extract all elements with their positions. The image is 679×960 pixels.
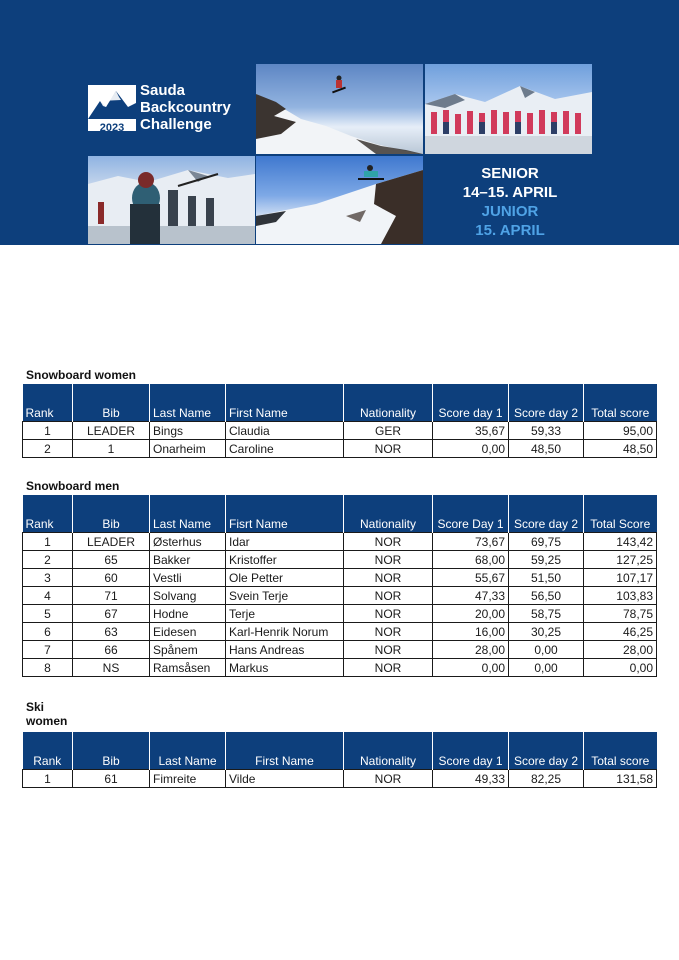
section-title-line-2: women	[26, 714, 68, 728]
cell-first-name: Terje	[226, 605, 344, 623]
cell-rank: 2	[23, 551, 73, 569]
cell-score-day-1: 0,00	[433, 440, 509, 458]
photo-photographers	[88, 156, 255, 244]
cell-last-name: Fimreite	[150, 770, 226, 788]
logo-line-2: Backcountry	[140, 99, 231, 116]
cell-rank: 4	[23, 587, 73, 605]
header-first-name: First Name	[226, 384, 344, 422]
table-row	[23, 533, 657, 551]
header-nationality: Nationality	[344, 384, 433, 422]
cell-first-name: Kristoffer	[226, 551, 344, 569]
photo-ski-rider	[256, 156, 423, 244]
cell-score-day-2: 48,50	[509, 440, 584, 458]
cell-score-day-1: 49,33	[433, 770, 509, 788]
cell-bib: 63	[73, 623, 150, 641]
cell-first-name: Hans Andreas	[226, 641, 344, 659]
cell-last-name: Hodne	[150, 605, 226, 623]
logo-line-3: Challenge	[140, 116, 212, 133]
cell-nationality: NOR	[344, 659, 433, 677]
header-bib: Bib	[73, 732, 150, 770]
cell-score-day-2: 82,25	[509, 770, 584, 788]
cell-nationality: NOR	[344, 551, 433, 569]
cell-nationality: NOR	[344, 770, 433, 788]
cell-total-score: 143,42	[584, 533, 657, 551]
header-score-day-2: Score day 2	[509, 732, 584, 770]
cell-nationality: NOR	[344, 605, 433, 623]
cell-score-day-1: 28,00	[433, 641, 509, 659]
cell-rank: 6	[23, 623, 73, 641]
header-total-score: Total Score	[584, 495, 657, 533]
cell-nationality: NOR	[344, 587, 433, 605]
cell-last-name: Spånem	[150, 641, 226, 659]
results-table-snowboard-women	[22, 384, 657, 458]
cell-score-day-1: 35,67	[433, 422, 509, 440]
cell-total-score: 28,00	[584, 641, 657, 659]
cell-last-name: Ramsåsen	[150, 659, 226, 677]
header-last-name: Last Name	[150, 495, 226, 533]
event-dates	[440, 164, 580, 240]
header-rank: Rank	[23, 732, 73, 770]
section-title-ski-women	[26, 700, 67, 728]
cell-first-name: Caroline	[226, 440, 344, 458]
table-row	[23, 551, 657, 569]
senior-label: SENIOR	[481, 165, 539, 182]
cell-score-day-1: 47,33	[433, 587, 509, 605]
cell-total-score: 103,83	[584, 587, 657, 605]
cell-last-name: Bings	[150, 422, 226, 440]
cell-rank: 3	[23, 569, 73, 587]
cell-bib: 65	[73, 551, 150, 569]
cell-nationality: NOR	[344, 533, 433, 551]
header-score-day-2: Score day 2	[509, 384, 584, 422]
cell-total-score: 46,25	[584, 623, 657, 641]
header-bib: Bib	[73, 384, 150, 422]
cell-score-day-2: 59,33	[509, 422, 584, 440]
cell-bib: 1	[73, 440, 150, 458]
cell-rank: 1	[23, 770, 73, 788]
cell-bib: NS	[73, 659, 150, 677]
cell-bib: 60	[73, 569, 150, 587]
cell-score-day-1: 20,00	[433, 605, 509, 623]
cell-first-name: Karl-Henrik Norum	[226, 623, 344, 641]
cell-total-score: 127,25	[584, 551, 657, 569]
table-row	[23, 659, 657, 677]
section-title-snowboard-men: Snowboard men	[26, 479, 120, 493]
table-row	[23, 422, 657, 440]
cell-total-score: 78,75	[584, 605, 657, 623]
cell-nationality: GER	[344, 422, 433, 440]
results-table-ski-women	[22, 732, 657, 788]
photo-group-skiers	[425, 64, 592, 154]
cell-total-score: 107,17	[584, 569, 657, 587]
section-title-line-1: Ski	[26, 700, 45, 714]
cell-rank: 5	[23, 605, 73, 623]
cell-score-day-2: 30,25	[509, 623, 584, 641]
cell-total-score: 48,50	[584, 440, 657, 458]
table-row	[23, 440, 657, 458]
junior-date: 15. APRIL	[475, 222, 545, 239]
cell-last-name: Onarheim	[150, 440, 226, 458]
cell-score-day-1: 68,00	[433, 551, 509, 569]
table-header-row	[23, 384, 657, 422]
cell-rank: 2	[23, 440, 73, 458]
cell-score-day-1: 16,00	[433, 623, 509, 641]
header-score-day-1: Score day 1	[433, 732, 509, 770]
senior-dates: 14–15. APRIL	[462, 184, 558, 201]
cell-last-name: Bakker	[150, 551, 226, 569]
cell-last-name: Solvang	[150, 587, 226, 605]
cell-rank: 8	[23, 659, 73, 677]
cell-score-day-2: 56,50	[509, 587, 584, 605]
cell-last-name: Vestli	[150, 569, 226, 587]
cell-score-day-1: 0,00	[433, 659, 509, 677]
header-nationality: Nationality	[344, 732, 433, 770]
cell-first-name: Svein Terje	[226, 587, 344, 605]
header-bib: Bib	[73, 495, 150, 533]
cell-bib: LEADER	[73, 533, 150, 551]
header-first-name: Fisrt Name	[226, 495, 344, 533]
header-last-name: Last Name	[150, 384, 226, 422]
header-rank: Rank	[23, 384, 73, 422]
cell-rank: 1	[23, 533, 73, 551]
header-last-name: Last Name	[150, 732, 226, 770]
cell-total-score: 131,58	[584, 770, 657, 788]
cell-bib: 71	[73, 587, 150, 605]
cell-score-day-2: 58,75	[509, 605, 584, 623]
cell-score-day-2: 69,75	[509, 533, 584, 551]
header-total-score: Total score	[584, 732, 657, 770]
cell-first-name: Markus	[226, 659, 344, 677]
results-table-snowboard-men	[22, 495, 657, 677]
cell-first-name: Vilde	[226, 770, 344, 788]
cell-nationality: NOR	[344, 569, 433, 587]
cell-bib: 61	[73, 770, 150, 788]
table-header-row	[23, 495, 657, 533]
header-score-day-1: Score day 1	[433, 384, 509, 422]
cell-first-name: Idar	[226, 533, 344, 551]
cell-score-day-2: 51,50	[509, 569, 584, 587]
table-header-row	[23, 732, 657, 770]
header-first-name: First Name	[226, 732, 344, 770]
cell-first-name: Claudia	[226, 422, 344, 440]
cell-total-score: 95,00	[584, 422, 657, 440]
cell-score-day-1: 55,67	[433, 569, 509, 587]
table-row	[23, 569, 657, 587]
header-total-score: Total score	[584, 384, 657, 422]
cell-first-name: Ole Petter	[226, 569, 344, 587]
cell-last-name: Østerhus	[150, 533, 226, 551]
table-row	[23, 641, 657, 659]
header-score-day-2: Score day 2	[509, 495, 584, 533]
cell-last-name: Eidesen	[150, 623, 226, 641]
cell-bib: LEADER	[73, 422, 150, 440]
cell-score-day-2: 0,00	[509, 659, 584, 677]
header-rank: Rank	[23, 495, 73, 533]
cell-total-score: 0,00	[584, 659, 657, 677]
table-row	[23, 605, 657, 623]
cell-score-day-2: 59,25	[509, 551, 584, 569]
event-logo	[88, 82, 248, 134]
logo-wordmark	[140, 82, 231, 133]
header-banner	[0, 0, 679, 245]
logo-line-1: Sauda	[140, 82, 186, 99]
photo-snowboard-jump	[256, 64, 423, 154]
table-row	[23, 770, 657, 788]
cell-score-day-2: 0,00	[509, 641, 584, 659]
logo-year: 2023	[99, 122, 125, 134]
cell-nationality: NOR	[344, 623, 433, 641]
cell-bib: 66	[73, 641, 150, 659]
cell-nationality: NOR	[344, 440, 433, 458]
cell-nationality: NOR	[344, 641, 433, 659]
section-title-snowboard-women: Snowboard women	[26, 368, 137, 382]
cell-rank: 1	[23, 422, 73, 440]
cell-score-day-1: 73,67	[433, 533, 509, 551]
header-score-day-1: Score Day 1	[433, 495, 509, 533]
cell-bib: 67	[73, 605, 150, 623]
table-row	[23, 623, 657, 641]
table-row	[23, 587, 657, 605]
header-nationality: Nationality	[344, 495, 433, 533]
junior-label: JUNIOR	[481, 203, 539, 220]
mountain-logo-icon	[88, 85, 136, 134]
cell-rank: 7	[23, 641, 73, 659]
